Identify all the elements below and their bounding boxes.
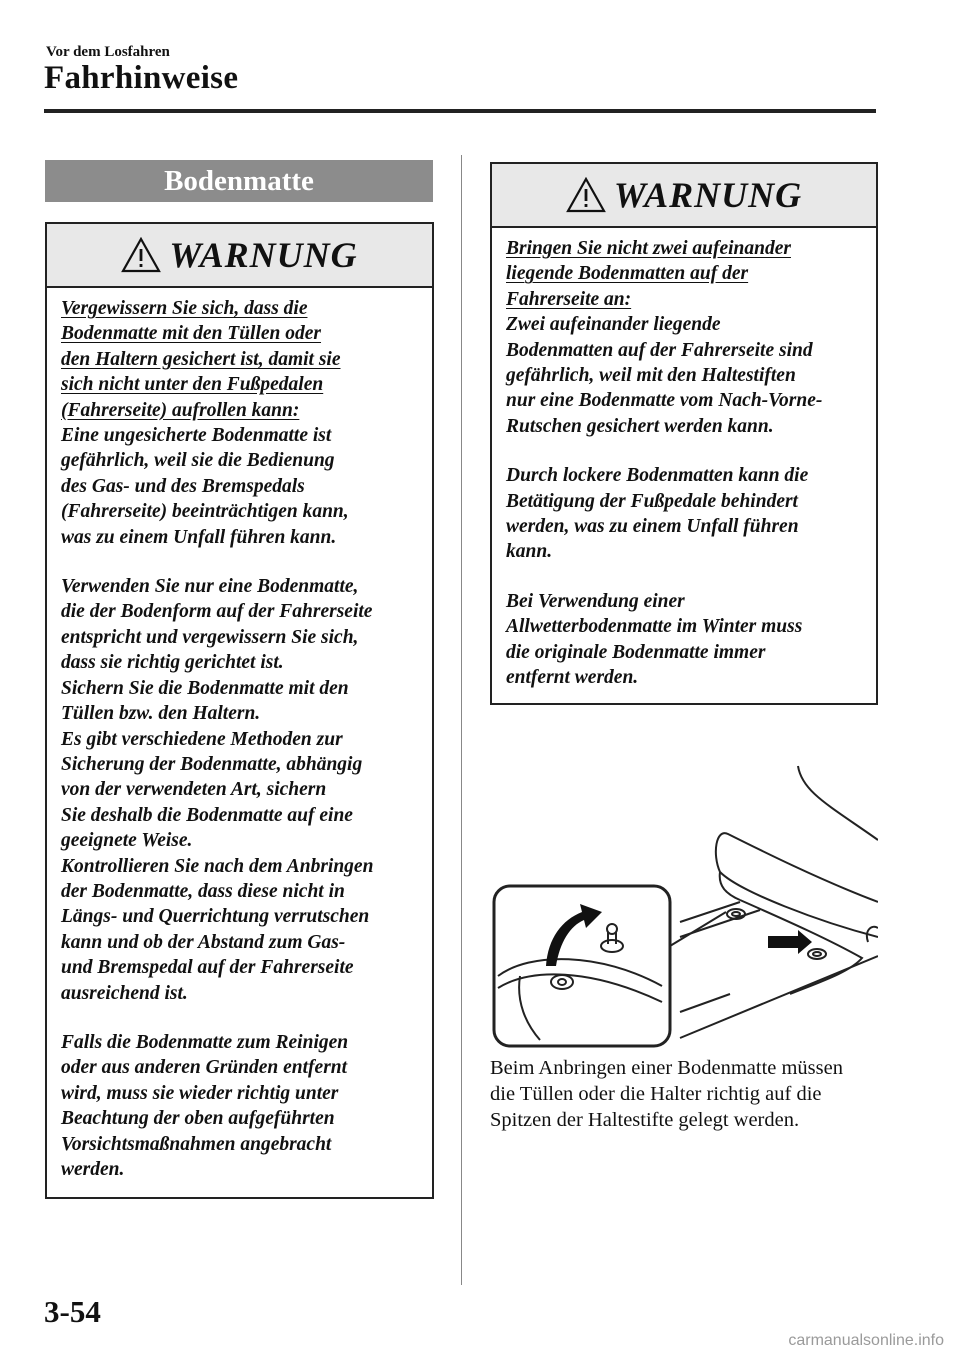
- warning-paragraph: Falls die Bodenmatte zum Reinigen oder aus anderen Gründen entfernt wird, muss sie wieder richtig unter Beachtung der oben aufgeführten Vorsichtsmaßnahmen angebracht werden.: [61, 1031, 349, 1180]
- warning-box-left: [45, 222, 434, 1199]
- warning-triangle-icon: [566, 177, 606, 213]
- column-divider: [461, 155, 462, 1285]
- floor-mat-illustration: [490, 762, 878, 1050]
- watermark: carmanualsonline.info: [788, 1332, 944, 1349]
- warning-title: WARNUNG: [613, 175, 803, 215]
- warning-paragraph: Zwei aufeinander liegende Bodenmatten auf der Fahrerseite sind gefährlich, weil mit den Haltestiften nur eine Bodenmatte vom Nach-Vorne- Rutschen gesichert werden kann.: [506, 314, 823, 437]
- warning-lead: Bringen Sie nicht zwei aufeinander liegende Bodenmatten auf der Fahrerseite an:: [506, 238, 791, 310]
- warning-title: WARNUNG: [169, 235, 358, 275]
- warning-body: [492, 228, 876, 691]
- warning-header: [492, 164, 876, 228]
- warning-paragraph: Durch lockere Bodenmatten kann die Betätigung der Fußpedale behindert werden, was zu einem Unfall führen kann.: [506, 465, 809, 563]
- warning-lead: Vergewissern Sie sich, dass die Bodenmatte mit den Tüllen oder den Haltern gesichert ist, damit sie sich nicht unter den Fußpedalen (Fahrerseite) aufrollen kann:: [61, 298, 341, 421]
- figure-caption: Beim Anbringen einer Bodenmatte müssen die Tüllen oder die Halter richtig auf die Spitzen der Haltestifte gelegt werden.: [490, 1057, 843, 1131]
- warning-paragraph: Verwenden Sie nur eine Bodenmatte, die der Bodenform auf der Fahrerseite entspricht und vergewissern Sie sich, dass sie richtig gerichtet ist. Sichern Sie die Bodenmatte mit den Tüllen bzw. den Haltern. Es gibt verschiedene Methoden zur Sicherung der Bodenmatte, abhängig von der verwendeten Art, sichern Sie deshalb die Bodenmatte auf eine geeignete Weise. Kontrollieren Sie nach dem Anbringen der Bodenmatte, dass diese nicht in Längs- und Querrichtung verrutschen kann und ob der Abstand zum Gas- und Bremspedal auf der Fahrerseite ausreichend ist.: [61, 576, 374, 1004]
- warning-body: [47, 288, 432, 1182]
- warning-triangle-icon: [121, 237, 161, 273]
- header-rule: [44, 109, 876, 113]
- warning-box-right: [490, 162, 878, 705]
- section-label: Vor dem Losfahren: [46, 44, 170, 60]
- page-number: 3-54: [44, 1294, 101, 1329]
- page-title: Fahrhinweise: [44, 60, 239, 96]
- warning-paragraph: Eine ungesicherte Bodenmatte ist gefährlich, weil sie die Bedienung des Gas- und des Bremspedals (Fahrerseite) beeinträchtigen kann, was zu einem Unfall führen kann.: [61, 425, 349, 548]
- topic-banner: Bodenmatte: [45, 160, 433, 202]
- warning-paragraph: Bei Verwendung einer Allwetterbodenmatte im Winter muss die originale Bodenmatte immer entfernt werden.: [506, 590, 803, 689]
- warning-header: [47, 224, 432, 288]
